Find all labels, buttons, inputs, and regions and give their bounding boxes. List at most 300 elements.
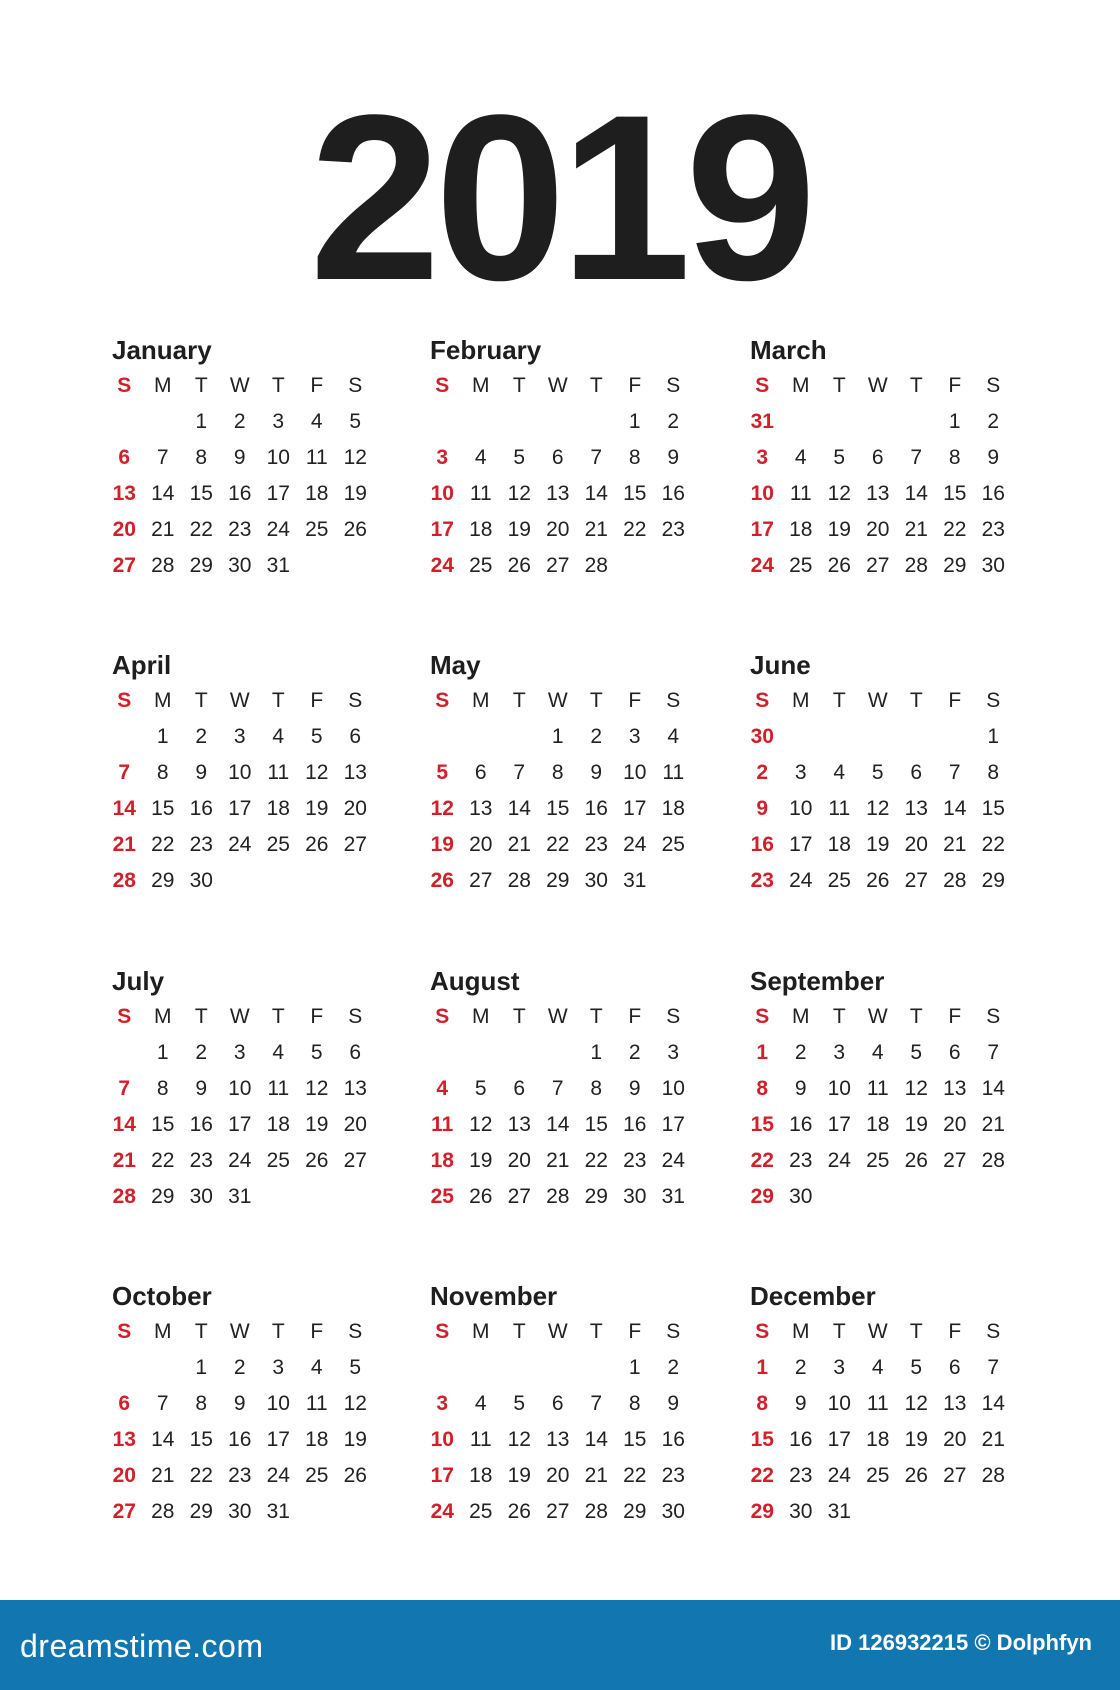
week-row — [743, 476, 1030, 512]
day-cell: 29 — [623, 1500, 647, 1523]
day-cell: 23 — [789, 1464, 813, 1487]
weekday-header: T — [909, 1320, 923, 1343]
day-cell: 2 — [233, 410, 246, 433]
day-cell: 9 — [794, 1077, 807, 1100]
day-cell: 1 — [987, 725, 1000, 748]
day-cell: 13 — [112, 1428, 136, 1451]
day-cell: 10 — [430, 1428, 454, 1451]
week-row — [423, 404, 710, 440]
month-name: October — [112, 1281, 212, 1311]
day-cell — [539, 1035, 578, 1071]
day-cell: 27 — [469, 869, 493, 892]
day-cell: 30 — [789, 1500, 813, 1523]
month-name: February — [430, 335, 542, 365]
day-cell — [782, 719, 821, 755]
day-cell: 22 — [546, 833, 570, 856]
day-cell — [298, 548, 337, 584]
day-cell: 11 — [469, 482, 492, 505]
day-cell: 7 — [987, 1041, 1000, 1064]
day-cell: 11 — [866, 1392, 889, 1415]
day-cell — [500, 404, 539, 440]
week-row — [105, 719, 392, 755]
day-cell: 13 — [343, 1077, 367, 1100]
day-cell: 11 — [828, 797, 851, 820]
day-cell: 27 — [904, 869, 928, 892]
day-cell: 28 — [943, 869, 967, 892]
day-cell: 12 — [507, 482, 531, 505]
day-cell — [144, 1350, 183, 1386]
day-cell: 25 — [266, 1149, 290, 1172]
day-cell: 20 — [343, 1113, 367, 1136]
day-cell: 2 — [628, 1041, 641, 1064]
day-cell: 14 — [981, 1392, 1005, 1415]
day-cell: 15 — [151, 797, 175, 820]
day-cell — [577, 1350, 616, 1386]
day-cell: 23 — [661, 518, 685, 541]
week-row — [105, 476, 392, 512]
day-cell: 19 — [305, 1113, 329, 1136]
weekday-header: T — [271, 374, 285, 397]
day-cell: 27 — [943, 1149, 967, 1172]
month-name: November — [430, 1281, 558, 1311]
weekday-header-row — [105, 368, 392, 404]
day-cell: 6 — [513, 1077, 526, 1100]
month-may — [430, 647, 710, 899]
weekday-header: T — [512, 374, 526, 397]
day-cell: 7 — [156, 1392, 169, 1415]
day-cell: 20 — [866, 518, 890, 541]
day-cell: 30 — [228, 554, 252, 577]
day-cell: 10 — [228, 761, 252, 784]
day-cell: 29 — [584, 1185, 608, 1208]
month-name: August — [430, 966, 520, 996]
day-cell: 3 — [628, 725, 641, 748]
year-title: 2019 — [309, 66, 811, 330]
weekday-header-row — [423, 683, 710, 719]
day-cell: 9 — [195, 761, 208, 784]
weekday-header: S — [986, 689, 1001, 712]
day-cell: 2 — [987, 410, 1000, 433]
day-cell: 3 — [794, 761, 807, 784]
weekday-header: M — [154, 1005, 172, 1028]
day-cell: 13 — [469, 797, 493, 820]
day-cell: 6 — [910, 761, 923, 784]
week-row — [423, 719, 710, 755]
day-cell: 5 — [910, 1356, 923, 1379]
day-cell: 1 — [195, 410, 208, 433]
day-cell: 1 — [756, 1041, 769, 1064]
day-cell: 17 — [430, 1464, 454, 1487]
weekday-header: F — [948, 1320, 962, 1343]
week-row — [743, 755, 1030, 791]
day-cell: 10 — [430, 482, 454, 505]
day-cell: 29 — [189, 554, 213, 577]
month-name: March — [750, 335, 827, 365]
day-cell: 16 — [623, 1113, 647, 1136]
week-row — [743, 548, 1030, 584]
week-row — [743, 512, 1030, 548]
day-cell — [936, 719, 975, 755]
day-cell: 30 — [189, 869, 213, 892]
day-cell: 17 — [266, 1428, 290, 1451]
day-cell: 6 — [948, 1356, 961, 1379]
month-august — [430, 963, 710, 1215]
day-cell: 23 — [981, 518, 1005, 541]
day-cell: 10 — [750, 482, 774, 505]
day-cell: 21 — [584, 518, 608, 541]
day-cell: 16 — [228, 482, 252, 505]
day-cell: 4 — [794, 446, 807, 469]
day-cell: 14 — [546, 1113, 570, 1136]
day-cell: 25 — [469, 1500, 493, 1523]
day-cell: 3 — [436, 446, 449, 469]
day-cell: 21 — [981, 1428, 1005, 1451]
day-cell: 11 — [662, 761, 685, 784]
week-row — [105, 755, 392, 791]
week-row — [743, 1350, 1030, 1386]
day-cell: 5 — [310, 725, 323, 748]
day-cell: 16 — [584, 797, 608, 820]
weekday-header-row — [423, 1314, 710, 1350]
day-cell: 28 — [112, 1185, 136, 1208]
weekday-header: S — [666, 374, 681, 397]
day-cell: 16 — [189, 797, 213, 820]
day-cell: 11 — [267, 761, 290, 784]
day-cell: 21 — [584, 1464, 608, 1487]
day-cell: 28 — [112, 869, 136, 892]
day-cell: 19 — [469, 1149, 493, 1172]
day-cell — [897, 1494, 936, 1530]
day-cell: 24 — [750, 554, 774, 577]
week-row — [105, 1458, 392, 1494]
week-row — [105, 1071, 392, 1107]
day-cell: 9 — [794, 1392, 807, 1415]
weekday-header: T — [909, 689, 923, 712]
week-row — [105, 1035, 392, 1071]
day-cell: 27 — [343, 1149, 367, 1172]
weekday-header: M — [472, 374, 490, 397]
day-cell: 4 — [833, 761, 846, 784]
day-cell: 24 — [827, 1149, 851, 1172]
weekday-header: M — [472, 689, 490, 712]
day-cell: 25 — [827, 869, 851, 892]
day-cell — [298, 863, 337, 899]
day-cell: 16 — [228, 1428, 252, 1451]
day-cell: 1 — [156, 725, 169, 748]
day-cell: 11 — [789, 482, 812, 505]
week-row — [105, 1386, 392, 1422]
day-cell: 28 — [584, 554, 608, 577]
weekday-header: S — [348, 1005, 363, 1028]
weekday-header: S — [755, 374, 770, 397]
day-cell — [298, 1179, 337, 1215]
day-cell — [500, 1035, 539, 1071]
day-cell: 8 — [156, 1077, 169, 1100]
weekday-header: F — [310, 689, 324, 712]
day-cell — [897, 404, 936, 440]
day-cell: 31 — [750, 410, 774, 433]
day-cell: 24 — [661, 1149, 685, 1172]
day-cell — [423, 719, 462, 755]
day-cell: 31 — [266, 1500, 290, 1523]
month-july — [112, 963, 392, 1215]
day-cell: 18 — [266, 797, 290, 820]
week-row — [423, 476, 710, 512]
day-cell: 20 — [546, 1464, 570, 1487]
week-row — [423, 827, 710, 863]
weekday-header: W — [547, 374, 568, 397]
day-cell — [298, 1494, 337, 1530]
week-row — [105, 1494, 392, 1530]
day-cell: 2 — [667, 410, 680, 433]
day-cell — [336, 1494, 375, 1530]
day-cell: 2 — [667, 1356, 680, 1379]
day-cell: 23 — [189, 1149, 213, 1172]
day-cell: 27 — [343, 833, 367, 856]
day-cell: 21 — [546, 1149, 570, 1172]
day-cell: 24 — [827, 1464, 851, 1487]
day-cell: 6 — [349, 725, 362, 748]
day-cell: 6 — [948, 1041, 961, 1064]
weekday-header: W — [229, 1005, 250, 1028]
day-cell: 20 — [112, 518, 136, 541]
week-row — [423, 1035, 710, 1071]
day-cell: 16 — [789, 1113, 813, 1136]
day-cell: 4 — [871, 1356, 884, 1379]
day-cell — [221, 863, 260, 899]
day-cell: 28 — [981, 1149, 1005, 1172]
day-cell: 17 — [789, 833, 813, 856]
week-row — [743, 1179, 1030, 1215]
day-cell: 25 — [305, 1464, 329, 1487]
day-cell: 31 — [661, 1185, 685, 1208]
week-row — [743, 791, 1030, 827]
day-cell: 4 — [272, 1041, 285, 1064]
month-november — [430, 1278, 710, 1530]
day-cell: 29 — [546, 869, 570, 892]
day-cell: 6 — [474, 761, 487, 784]
day-cell: 7 — [987, 1356, 1000, 1379]
day-cell: 6 — [118, 446, 131, 469]
day-cell: 28 — [584, 1500, 608, 1523]
day-cell — [259, 1179, 298, 1215]
day-cell: 14 — [151, 1428, 175, 1451]
day-cell: 20 — [943, 1428, 967, 1451]
day-cell: 17 — [228, 797, 252, 820]
day-cell: 21 — [507, 833, 531, 856]
weekday-header: S — [986, 374, 1001, 397]
day-cell: 23 — [789, 1149, 813, 1172]
day-cell: 19 — [904, 1113, 928, 1136]
week-row — [423, 1107, 710, 1143]
day-cell: 7 — [513, 761, 526, 784]
day-cell: 26 — [430, 869, 454, 892]
day-cell: 29 — [151, 869, 175, 892]
day-cell: 14 — [584, 1428, 608, 1451]
weekday-header: T — [909, 1005, 923, 1028]
day-cell — [859, 719, 898, 755]
day-cell — [462, 1035, 501, 1071]
day-cell: 8 — [628, 1392, 641, 1415]
day-cell: 8 — [987, 761, 1000, 784]
week-row — [743, 827, 1030, 863]
day-cell: 1 — [756, 1356, 769, 1379]
weekday-header: T — [832, 1320, 846, 1343]
day-cell: 16 — [661, 1428, 685, 1451]
week-row — [105, 404, 392, 440]
day-cell: 14 — [981, 1077, 1005, 1100]
day-cell — [897, 719, 936, 755]
day-cell — [144, 404, 183, 440]
day-cell: 6 — [349, 1041, 362, 1064]
footer-bar — [0, 1600, 1120, 1690]
day-cell: 16 — [789, 1428, 813, 1451]
day-cell: 10 — [623, 761, 647, 784]
week-row — [105, 863, 392, 899]
day-cell: 27 — [943, 1464, 967, 1487]
day-cell: 7 — [948, 761, 961, 784]
day-cell: 13 — [546, 1428, 570, 1451]
month-name: December — [750, 1281, 876, 1311]
day-cell: 6 — [118, 1392, 131, 1415]
weekday-header: W — [867, 689, 888, 712]
day-cell — [336, 863, 375, 899]
day-cell: 30 — [189, 1185, 213, 1208]
day-cell: 10 — [228, 1077, 252, 1100]
day-cell: 8 — [756, 1077, 769, 1100]
day-cell: 8 — [551, 761, 564, 784]
day-cell — [259, 863, 298, 899]
day-cell — [859, 404, 898, 440]
month-april — [112, 647, 392, 899]
day-cell: 10 — [827, 1077, 851, 1100]
day-cell: 9 — [667, 1392, 680, 1415]
weekday-header: T — [271, 689, 285, 712]
image-credit: ID 126932215 © Dolphfyn — [830, 1630, 1092, 1655]
day-cell — [782, 404, 821, 440]
weekday-header: M — [154, 1320, 172, 1343]
day-cell: 15 — [189, 1428, 213, 1451]
day-cell: 3 — [833, 1041, 846, 1064]
day-cell: 15 — [623, 482, 647, 505]
weekday-header: T — [589, 374, 603, 397]
day-cell: 5 — [833, 446, 846, 469]
month-january — [112, 332, 392, 584]
weekday-header: T — [194, 1005, 208, 1028]
day-cell: 9 — [987, 446, 1000, 469]
day-cell: 13 — [546, 482, 570, 505]
day-cell: 18 — [305, 482, 329, 505]
day-cell: 13 — [112, 482, 136, 505]
day-cell: 8 — [628, 446, 641, 469]
dreamstime-logo[interactable]: dreamstime.com — [20, 1628, 264, 1664]
day-cell: 12 — [305, 1077, 329, 1100]
weekday-header: F — [948, 1005, 962, 1028]
day-cell: 14 — [112, 797, 136, 820]
weekday-header-row — [743, 1314, 1030, 1350]
day-cell: 23 — [189, 833, 213, 856]
weekday-header: S — [117, 1320, 132, 1343]
day-cell: 1 — [195, 1356, 208, 1379]
weekday-header-row — [743, 368, 1030, 404]
day-cell: 25 — [305, 518, 329, 541]
day-cell: 28 — [981, 1464, 1005, 1487]
weekday-header: M — [792, 689, 810, 712]
day-cell — [423, 1035, 462, 1071]
day-cell: 27 — [112, 554, 136, 577]
week-row — [423, 755, 710, 791]
month-september — [750, 963, 1030, 1215]
weekday-header-row — [105, 1314, 392, 1350]
day-cell: 23 — [584, 833, 608, 856]
day-cell: 22 — [151, 833, 175, 856]
weekday-header: S — [666, 1005, 681, 1028]
weekday-header: M — [472, 1005, 490, 1028]
day-cell: 29 — [189, 1500, 213, 1523]
day-cell: 11 — [305, 446, 328, 469]
day-cell: 26 — [866, 869, 890, 892]
day-cell — [616, 548, 655, 584]
day-cell: 12 — [469, 1113, 493, 1136]
day-cell: 9 — [628, 1077, 641, 1100]
day-cell: 10 — [266, 1392, 290, 1415]
day-cell: 22 — [189, 518, 213, 541]
weekday-header: F — [948, 374, 962, 397]
weekday-header: F — [628, 1320, 642, 1343]
day-cell: 12 — [430, 797, 454, 820]
day-cell: 6 — [871, 446, 884, 469]
day-cell: 24 — [623, 833, 647, 856]
day-cell: 31 — [228, 1185, 252, 1208]
day-cell: 17 — [228, 1113, 252, 1136]
day-cell: 26 — [343, 518, 367, 541]
day-cell: 8 — [590, 1077, 603, 1100]
weekday-header: S — [435, 1320, 450, 1343]
day-cell: 3 — [833, 1356, 846, 1379]
week-row — [423, 1071, 710, 1107]
day-cell: 15 — [151, 1113, 175, 1136]
month-february — [430, 332, 710, 584]
day-cell: 17 — [430, 518, 454, 541]
day-cell: 12 — [904, 1392, 928, 1415]
day-cell: 21 — [151, 518, 175, 541]
weekday-header: S — [435, 689, 450, 712]
day-cell: 19 — [507, 518, 531, 541]
day-cell: 2 — [233, 1356, 246, 1379]
day-cell: 24 — [430, 1500, 454, 1523]
weekday-header: S — [348, 689, 363, 712]
weekday-header: T — [271, 1320, 285, 1343]
day-cell — [974, 1179, 1013, 1215]
weekday-header: S — [755, 689, 770, 712]
week-row — [105, 548, 392, 584]
week-row — [423, 1422, 710, 1458]
day-cell: 18 — [305, 1428, 329, 1451]
day-cell: 12 — [507, 1428, 531, 1451]
day-cell: 30 — [981, 554, 1005, 577]
week-row — [743, 1386, 1030, 1422]
month-march — [750, 332, 1030, 584]
day-cell: 15 — [189, 482, 213, 505]
day-cell — [105, 1350, 144, 1386]
day-cell: 21 — [904, 518, 928, 541]
day-cell: 18 — [866, 1113, 890, 1136]
week-row — [423, 1386, 710, 1422]
day-cell: 23 — [750, 869, 774, 892]
day-cell: 20 — [943, 1113, 967, 1136]
day-cell: 23 — [661, 1464, 685, 1487]
day-cell: 8 — [156, 761, 169, 784]
